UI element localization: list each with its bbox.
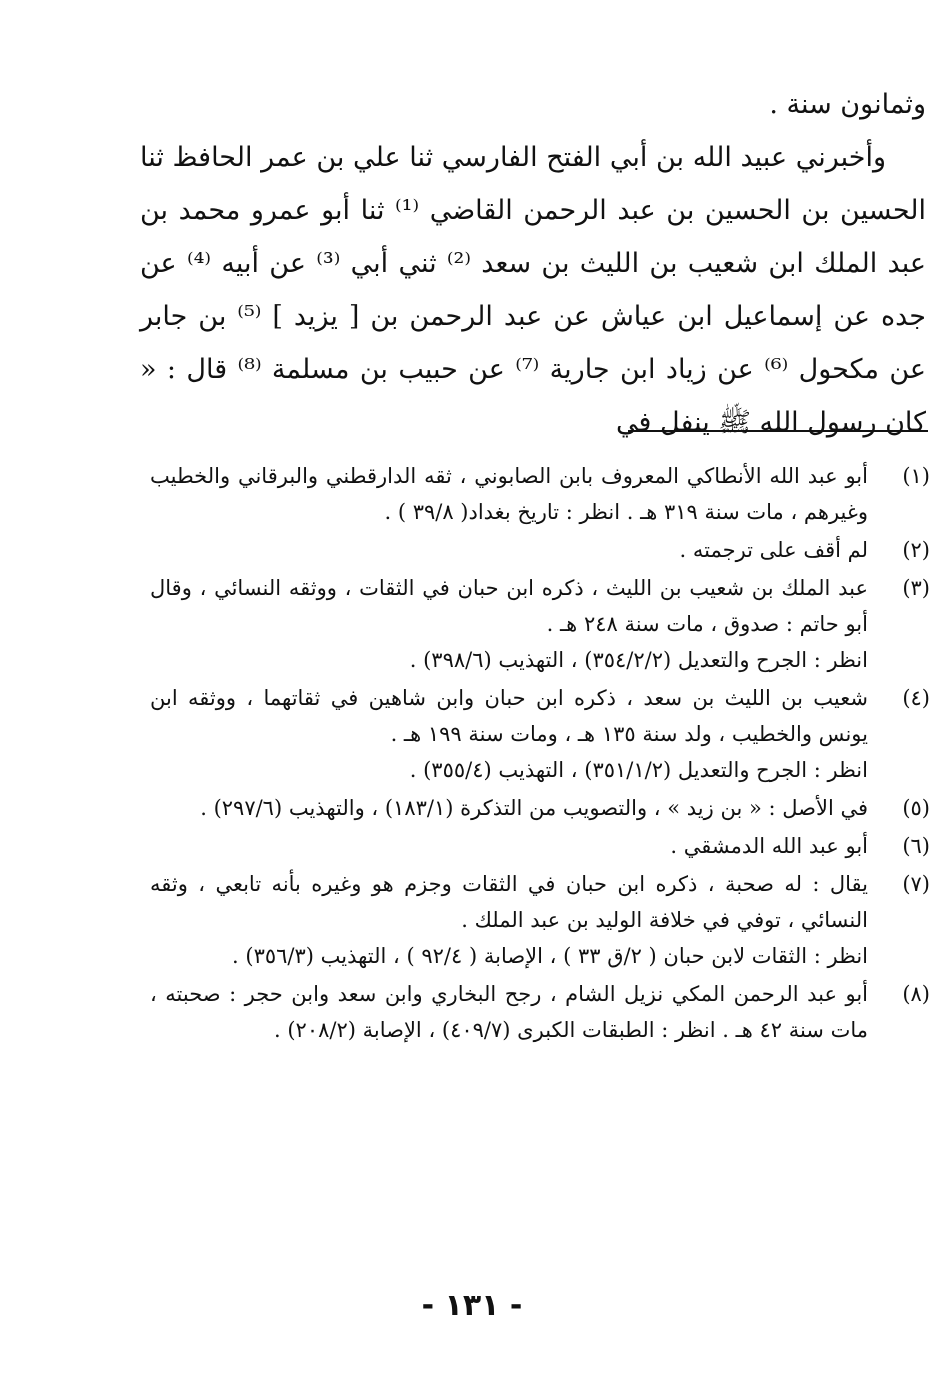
footnote-number: (٨) <box>902 982 930 1006</box>
footnote-text: يقال : له صحبة ، ذكره ابن حبان في الثقات وجزم هو وغيره بأنه تابعي ، وثقه النسائي ، توفي في خلافة الوليد بن عبد الملك . <box>150 872 868 932</box>
main-body-text <box>140 78 926 449</box>
footnote-text: أبو عبد الله الدمشقي . <box>670 834 868 858</box>
footnote-text: لم أقف على ترجمته . <box>679 538 868 562</box>
footnote-reference: انظر : الجرح والتعديل (٣٥١/١/٢) ، التهذيب (٣٥٥/٤) . <box>409 758 868 782</box>
footnote-text: شعيب بن الليث بن سعد ، ذكره ابن حبان وابن شاهين في ثقاتهما ، ووثقه ابن يونس والخطيب ، ولد سنة ١٣٥ هـ ، ومات سنة ١٩٩ هـ . <box>150 686 868 746</box>
footnote-number: (٦) <box>902 834 930 858</box>
footnote-number: (٤) <box>902 686 930 710</box>
footnote-text: أبو عبد الله الأنطاكي المعروف بابن الصابوني ، ثقه الدارقطني والبرقاني والخطيب وغيرهم ، مات سنة ٣١٩ هـ . انظر : تاريخ بغداد( ٣٩/٨ ) . <box>150 464 868 524</box>
footnote-8 <box>150 976 930 1048</box>
footnote-divider <box>628 430 928 432</box>
footnote-1 <box>150 458 930 530</box>
footnote-reference: انظر : الجرح والتعديل (٣٥٤/٢/٢) ، التهذيب (٣٩٨/٦) . <box>409 648 868 672</box>
footnote-7 <box>150 866 930 974</box>
main-line-1: وثمانون سنة . <box>769 89 926 120</box>
footnote-number: (٧) <box>902 872 930 896</box>
footnote-number: (٢) <box>902 538 930 562</box>
footnote-number: (٣) <box>902 576 930 600</box>
footnote-6 <box>150 828 930 864</box>
footnote-text: أبو عبد الرحمن المكي نزيل الشام ، رجح البخاري وابن سعد وابن حجر : صحبته ، مات سنة ٤٢ هـ . انظر : الطبقات الكبرى (٤٠٩/٧) ، الإصابة (٢٠٨/٢) . <box>150 982 868 1042</box>
footnote-reference: انظر : الثقات لابن حبان ( ٢/ق ٣٣ ) ، الإصابة ( ٩٢/٤ ) ، التهذيب (٣٥٦/٣) . <box>232 944 868 968</box>
footnote-number: (٥) <box>902 796 930 820</box>
footnote-text: في الأصل : « بن زيد » ، والتصويب من التذكرة (١٨٣/١) ، والتهذيب (٢٩٧/٦) . <box>200 796 868 820</box>
footnote-number: (١) <box>902 464 930 488</box>
page-number: - ١٣١ - <box>421 1288 523 1323</box>
footnote-3 <box>150 570 930 678</box>
main-paragraph-2: وأخبرني عبيد الله بن أبي الفتح الفارسي ثنا علي بن عمر الحافظ ثنا الحسين بن الحسين بن عبد الرحمن القاضي ⁽¹⁾ ثنا أبو عمرو محمد بن عبد الملك ابن شعيب بن الليث بن سعد ⁽²⁾ ثني أبي ⁽³⁾ عن أبيه ⁽⁴⁾ عن جده عن إسماعيل ابن عياش عن عبد الرحمن بن [ يزيد ] ⁽⁵⁾ بن جابر عن مكحول ⁽⁶⁾ عن زياد ابن جارية ⁽⁷⁾ عن حبيب بن مسلمة ⁽⁸⁾ قال : « كان رسول الله ﷺ ينفل في <box>140 142 927 438</box>
footnote-5 <box>150 790 930 826</box>
footnote-4 <box>150 680 930 788</box>
footnotes-section <box>150 458 930 1050</box>
footnote-text: عبد الملك بن شعيب بن الليث ، ذكره ابن حبان في الثقات ، ووثقه النسائي ، وقال أبو حاتم : صدوق ، مات سنة ٢٤٨ هـ . <box>150 576 868 636</box>
footnote-2 <box>150 532 930 568</box>
